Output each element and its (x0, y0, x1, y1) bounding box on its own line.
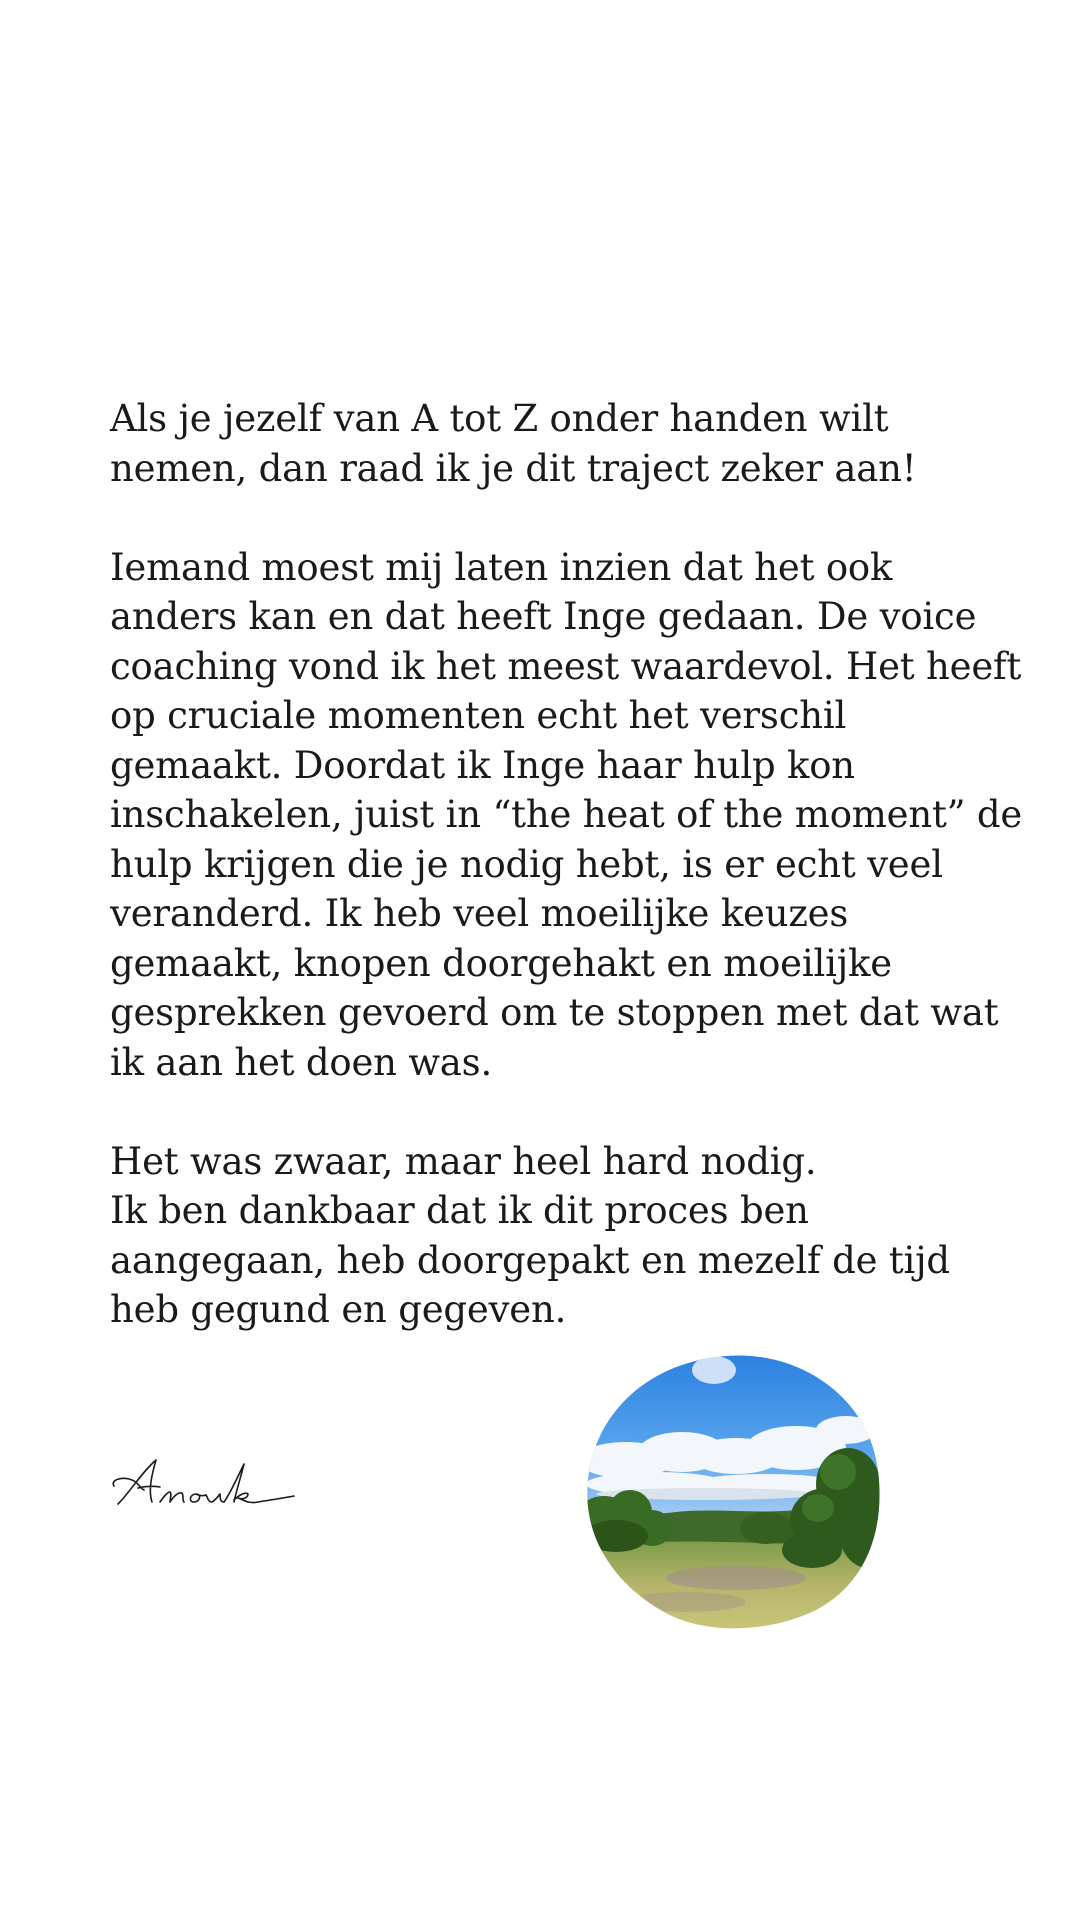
paragraph-1 (110, 394, 970, 493)
text-line: Iemand moest mij laten inzien dat het ook (110, 545, 893, 589)
text-line: hulp krijgen die je nodig hebt, is er echt veel (110, 842, 943, 886)
text-line: coaching vond ik het meest waardevol. Het heeft (110, 644, 1022, 688)
text-line: Ik ben dankbaar dat ik dit proces ben (110, 1189, 809, 1232)
testimonial-text (110, 394, 1023, 1335)
text-line: heb gegund en gegeven. (110, 1288, 567, 1331)
landscape-photo (586, 1352, 882, 1632)
text-line: gemaakt, knopen doorgehakt en moeilijke (110, 941, 892, 985)
text-line: Als je jezelf van A tot Z onder handen wilt (110, 397, 889, 440)
paragraph-2 (110, 543, 1023, 1088)
text-line: anders kan en dat heeft Inge gedaan. De voice (110, 595, 977, 638)
signature (108, 1440, 308, 1520)
text-line: op cruciale momenten echt het verschil (110, 694, 847, 737)
text-line: veranderd. Ik heb veel moeilijke keuzes (110, 892, 849, 935)
paragraph-3 (110, 1137, 970, 1335)
text-line: nemen, dan raad ik je dit traject zeker aan! (110, 446, 917, 490)
text-line: inschakelen, juist in “the heat of the moment” de (110, 793, 1023, 836)
text-line: gemaakt. Doordat ik Inge haar hulp kon (110, 743, 855, 787)
text-line: aangegaan, heb doorgepakt en mezelf de tijd (110, 1238, 950, 1282)
text-line: ik aan het doen was. (110, 1040, 493, 1084)
text-line: gesprekken gevoerd om te stoppen met dat wat (110, 991, 999, 1034)
text-line: Het was zwaar, maar heel hard nodig. (110, 1139, 817, 1183)
